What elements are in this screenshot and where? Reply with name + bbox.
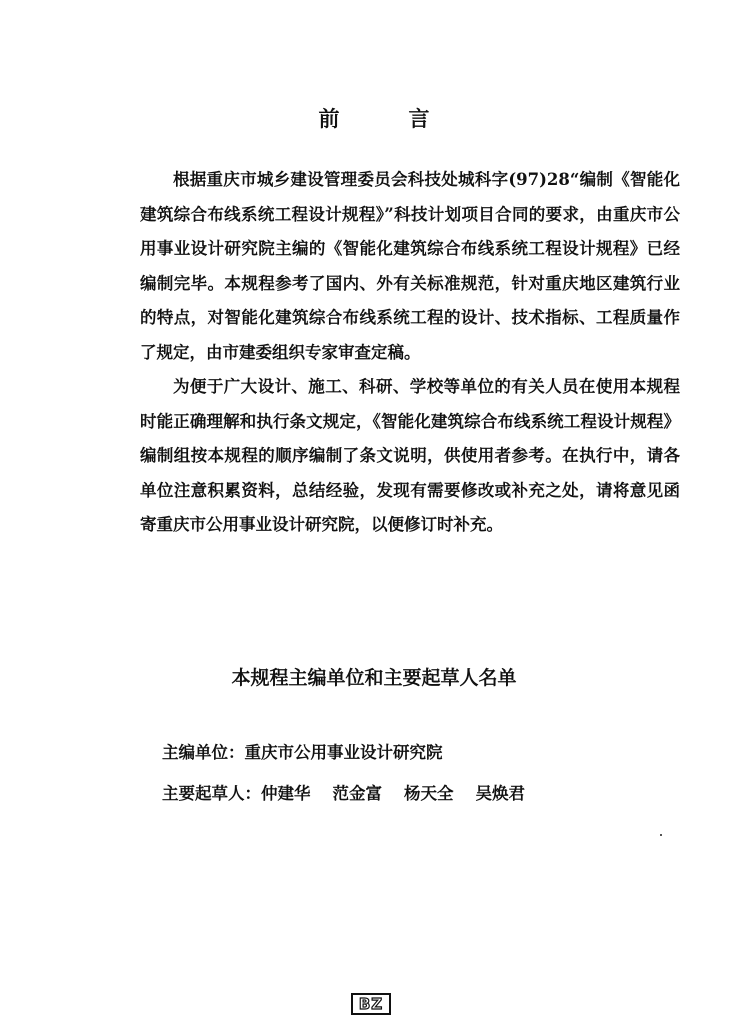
scan-speck xyxy=(660,834,662,836)
drafter-name: 吴焕君 xyxy=(475,784,525,803)
drafters-line xyxy=(162,782,525,806)
preface-paragraph: 根据重庆市城乡建设管理委员会科技处城科字(97)28“编制《智能化建筑综合布线系统工程设计规程》”科技计划项目合同的要求，由重庆市公用事业设计研究院主编的《智能化建筑综合布线系统工程设计规程》已经编制完毕。本规程参考了国内、外有关标准规范，针对重庆地区建筑行业的特点，对智能化建筑综合布线系统工程的设计、技术指标、工程质量作了规定，由市建委组织专家审查定稿。 xyxy=(140,170,680,362)
chief-unit-label: 主编单位： xyxy=(162,743,245,762)
page-title: 前 言 xyxy=(318,106,454,132)
preface-body xyxy=(140,163,680,543)
chief-unit-line xyxy=(162,741,443,765)
drafter-name: 范金富 xyxy=(332,784,382,803)
drafters-label: 主要起草人： xyxy=(162,784,261,803)
drafter-name: 仲建华 xyxy=(261,784,311,803)
preface-paragraph: 为便于广大设计、施工、科研、学校等单位的有关人员在使用本规程时能正确理解和执行条文规定，《智能化建筑综合布线系统工程设计规程》编制组按本规程的顺序编制了条文说明，供使用者参考。在执行中，请各单位注意积累资料，总结经验，发现有需要修改或补充之处，请将意见函寄重庆市公用事业设计研究院，以便修订时补充。 xyxy=(140,377,680,534)
bz-logo: BZ xyxy=(351,993,391,1015)
section-title: 本规程主编单位和主要起草人名单 xyxy=(231,666,517,689)
drafter-name: 杨天全 xyxy=(404,784,454,803)
chief-unit-value: 重庆市公用事业设计研究院 xyxy=(244,743,443,762)
